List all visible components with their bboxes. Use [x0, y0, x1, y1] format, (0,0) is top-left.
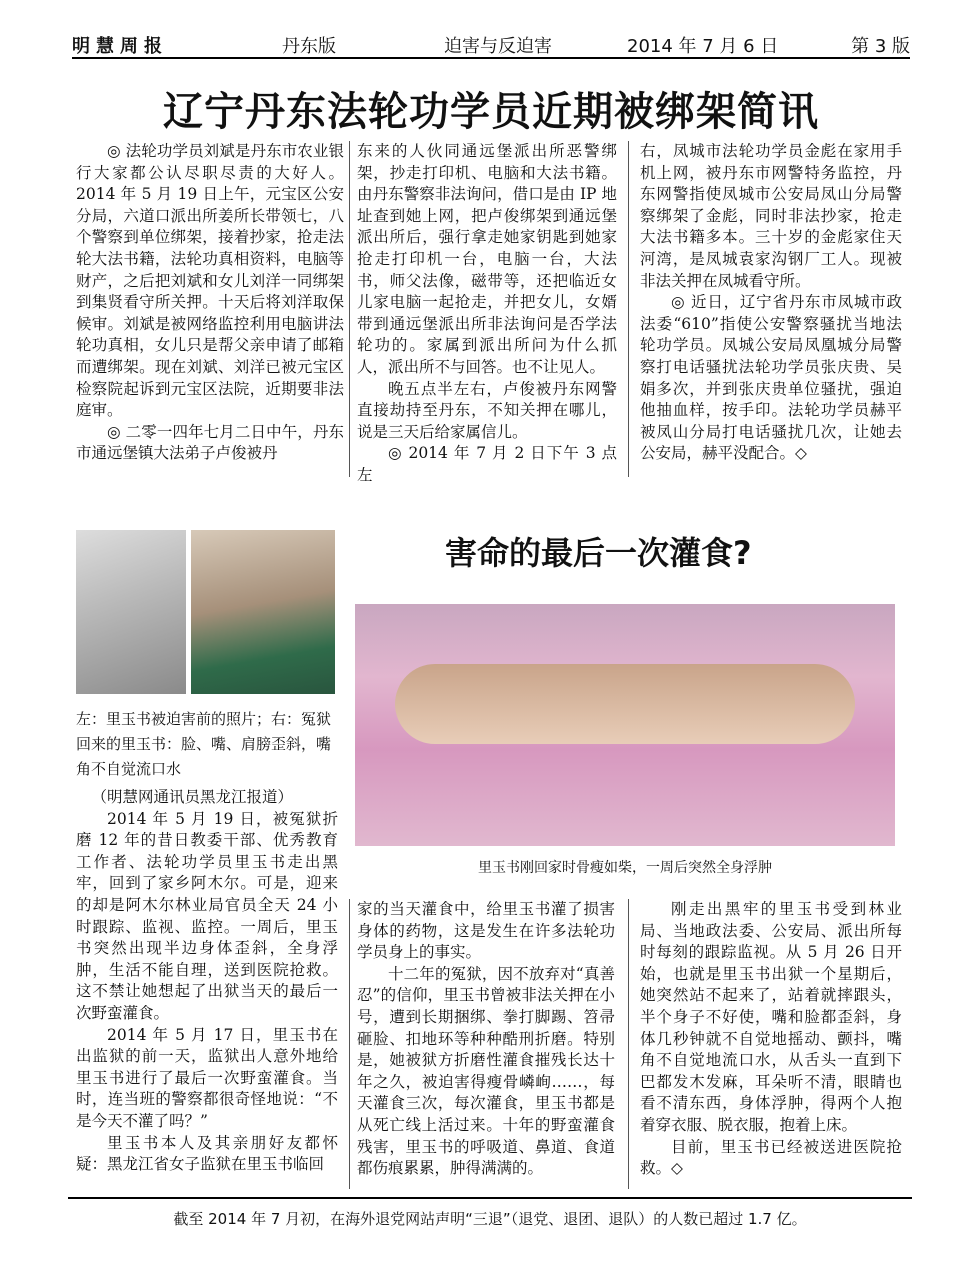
paper-name: 明慧周报	[72, 36, 168, 57]
footer-divider	[68, 1197, 912, 1199]
header-divider	[72, 57, 910, 59]
paragraph: 2014 年 5 月 19 日，被冤狱折磨 12 年的昔日教委干部、优秀教育工作者、法轮功学员里玉书走出黑牢，回到了家乡阿木尔。可是，迎来的却是阿木尔林业局官员全天 24 小时跟踪、监视、监控。一周后，里玉书突然出现半边身体歪斜，全身浮肿，生活不能自理，送到医院抢救。这不禁让她想起了出狱当天的最后一次野蛮灌食。	[76, 809, 338, 1022]
column-divider	[628, 899, 629, 1189]
portrait-after-release-photo	[191, 530, 335, 694]
paragraph: 东来的人伙同通远堡派出所恶警绑架，抄走打印机、电脑和大法书籍。由丹东警察非法询问，借口是由 IP 地址查到她上网，把卢俊绑架到通远堡派出所后，强行拿走她家钥匙到她家抢走打印机一台，电脑一台，大法书，师父法像，磁带等，还把临近女儿家电脑一起抢走，并把女儿，女婿带到通远堡派出所非法询问是否学法轮功的。家属到派出所问为什么抓人，派出所不与回答。也不让见人。	[357, 142, 617, 376]
article2-column-1	[76, 787, 338, 1176]
column-divider	[349, 141, 350, 477]
emaciated-body-photo	[355, 604, 895, 846]
portrait-before-persecution-photo	[76, 530, 186, 694]
footer-notice: 截至 2014 年 7 月初，在海外退党网站声明“三退”（退党、退团、退队）的人数已超过 1.7 亿。	[173, 1210, 807, 1228]
article2-column-3	[640, 899, 902, 1180]
issue-date: 2014 年 7 月 6 日	[627, 36, 779, 57]
paragraph: ◎ 二零一四年七月二日中午，丹东市通远堡镇大法弟子卢俊被丹	[76, 422, 344, 463]
article2-column-2	[357, 899, 615, 1180]
portrait-caption: 左：里玉书被迫害前的照片；右：冤狱回来的里玉书：脸、嘴、肩膀歪斜，嘴角不自觉流口水	[76, 710, 332, 778]
page-number: 第 3 版	[851, 36, 910, 57]
paragraph: 右，凤城市法轮功学员金彪在家用手机上网，被丹东市网警特务监控，丹东网警指使凤城市公安局凤山分局警察绑架了金彪，同时非法抄家，抢走大法书籍多本。三十岁的金彪家住天河湾，是凤城袁家沟钢厂工人。现被非法关押在凤城看守所。	[640, 142, 902, 290]
paragraph: 2014 年 5 月 17 日，里玉书在出监狱的前一天，监狱出人意外地给里玉书进行了最后一次野蛮灌食。当时，连当班的警察都很奇怪地说：“不是今天不灌了吗？”	[76, 1025, 338, 1130]
article1-column-1	[76, 141, 344, 465]
paragraph: 十二年的冤狱，因不放弃对“真善忍”的信仰，里玉书曾被非法关押在小号，遭到长期捆绑、拳打脚踢、笤帚砸脸、扣地环等种种酷刑折磨。特别是，她被狱方折磨性灌食摧残长达十年之久，被迫害得瘦骨嶙峋……，每天灌食三次，每次灌食，里玉书都是从死亡线上活过来。十年的野蛮灌食残害，里玉书的呼吸道、鼻道、食道都伤痕累累，肿得满满的。	[357, 964, 615, 1178]
photo-caption: 里玉书刚回家时骨瘦如柴，一周后突然全身浮肿	[478, 860, 772, 876]
article2-title: 害命的最后一次灌食?	[445, 534, 752, 572]
column-divider	[628, 141, 629, 477]
column-divider	[349, 899, 350, 1189]
paragraph: 刚走出黑牢的里玉书受到林业局、当地政法委、公安局、派出所每时每刻的跟踪监视。从 5 月 26 日开始，也就是里玉书出狱一个星期后，她突然站不起来了，站着就摔跟头，半个身子不好使，嘴和脸都歪斜，身体几秒钟就不自觉地摇动、颤抖，嘴角不自觉地流口水，从舌头一直到下巴都发木发麻，耳朵听不清，眼睛也看不清东西，身体浮肿，得两个人抱着穿衣服、脱衣服，抱着上床。	[640, 900, 902, 1134]
paragraph: ◎ 2014 年 7 月 2 日下午 3 点左	[357, 444, 617, 484]
paragraph: 里玉书本人及其亲朋好友都怀疑：黑龙江省女子监狱在里玉书临回	[76, 1133, 338, 1174]
masthead	[72, 30, 910, 58]
paragraph: 家的当天灌食中，给里玉书灌了损害身体的药物，这是发生在许多法轮功学员身上的事实。	[357, 900, 615, 962]
section-label: 迫害与反迫害	[444, 36, 552, 57]
edition-label: 丹东版	[282, 36, 336, 57]
paragraph: 目前，里玉书已经被送进医院抢救。◇	[640, 1137, 902, 1178]
article1-column-2	[357, 141, 617, 487]
article1-column-3	[640, 141, 902, 465]
byline: （明慧网通讯员黑龙江报道）	[91, 788, 294, 806]
paragraph: 晚五点半左右，卢俊被丹东网警直接劫持至丹东，不知关押在哪儿，说是三天后给家属信儿。	[357, 379, 617, 441]
paragraph: ◎ 法轮功学员刘斌是丹东市农业银行大家都公认尽职尽责的大好人。2014 年 5 月 19 日上午，元宝区公安分局，六道口派出所姜所长带领七，八个警察到单位绑架，接着抄家，抢走法轮大法书籍，法轮功真相资料，电脑等财产，之后把刘斌和女儿刘洋一同绑架到集贤看守所关押。十天后将刘洋取保候审。刘斌是被网络监控利用电脑讲法轮功真相，女儿只是帮父亲申请了邮箱而遭绑架。现在刘斌、刘洋已被元宝区检察院起诉到元宝区法院，近期要非法庭审。	[76, 142, 344, 420]
article1-title: 辽宁丹东法轮功学员近期被绑架简讯	[163, 89, 819, 135]
paragraph: ◎ 近日，辽宁省丹东市凤城市政法委“610”指使公安警察骚扰当地法轮功学员。凤城公安局凤凰城分局警察打电话骚扰法轮功学员张庆贵、吴娟多次，并到张庆贵单位骚扰，强迫他抽血样，按手印。法轮功学员赫平被凤山分局打电话骚扰几次，让她去公安局，赫平没配合。◇	[640, 293, 902, 463]
